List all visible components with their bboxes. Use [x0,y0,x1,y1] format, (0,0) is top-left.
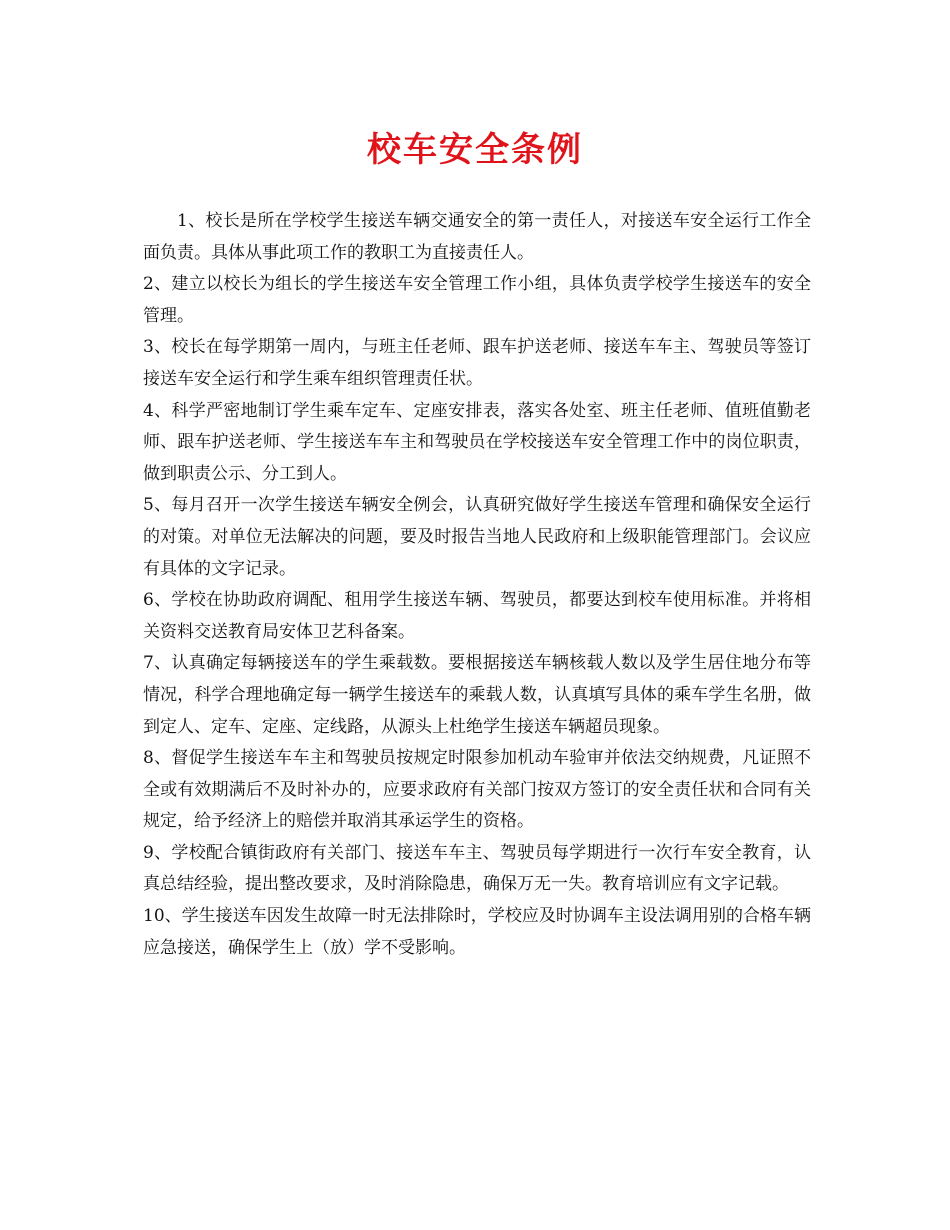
paragraph-9: 9、学校配合镇街政府有关部门、接送车车主、驾驶员每学期进行一次行车安全教育，认真总结经验，提出整改要求，及时消除隐患，确保万无一失。教育培训应有文字记载。 [143,842,811,895]
document-body [143,206,811,964]
paragraph-10: 10、学生接送车因发生故障一时无法排除时，学校应及时协调车主设法调用别的合格车辆应急接送，确保学生上（放）学不受影响。 [143,906,811,958]
paragraph-5: 5、每月召开一次学生接送车辆安全例会，认真研究做好学生接送车管理和确保安全运行的对策。对单位无法解决的问题，要及时报告当地人民政府和上级职能管理部门。会议应有具体的文字记录。 [143,495,811,579]
paragraph-1: 1、校长是所在学校学生接送车辆交通安全的第一责任人，对接送车安全运行工作全面负责。具体从事此项工作的教职工为直接责任人。 [143,211,811,263]
document-title: 校车安全条例 [367,130,583,170]
paragraph-4: 4、科学严密地制订学生乘车定车、定座安排表，落实各处室、班主任老师、值班值勤老师、跟车护送老师、学生接送车车主和驾驶员在学校接送车安全管理工作中的岗位职责，做到职责公示、分工到人。 [143,400,811,484]
paragraph-2: 2、建立以校长为组长的学生接送车安全管理工作小组，具体负责学校学生接送车的安全管理。 [143,274,811,326]
paragraph-6: 6、学校在协助政府调配、租用学生接送车辆、驾驶员，都要达到校车使用标准。并将相关资料交送教育局安体卫艺科备案。 [143,590,811,642]
paragraph-7: 7、认真确定每辆接送车的学生乘载数。要根据接送车辆核载人数以及学生居住地分布等情况，科学合理地确定每一辆学生接送车的乘载人数，认真填写具体的乘车学生名册，做到定人、定车、定座、定线路，从源头上杜绝学生接送车辆超员现象。 [143,653,811,737]
paragraph-3: 3、校长在每学期第一周内，与班主任老师、跟车护送老师、接送车车主、驾驶员等签订接送车安全运行和学生乘车组织管理责任状。 [143,337,811,389]
paragraph-8: 8、督促学生接送车车主和驾驶员按规定时限参加机动车验审并依法交纳规费，凡证照不全或有效期满后不及时补办的，应要求政府有关部门按双方签订的安全责任状和合同有关规定，给予经济上的赔偿并取消其承运学生的资格。 [143,748,811,832]
